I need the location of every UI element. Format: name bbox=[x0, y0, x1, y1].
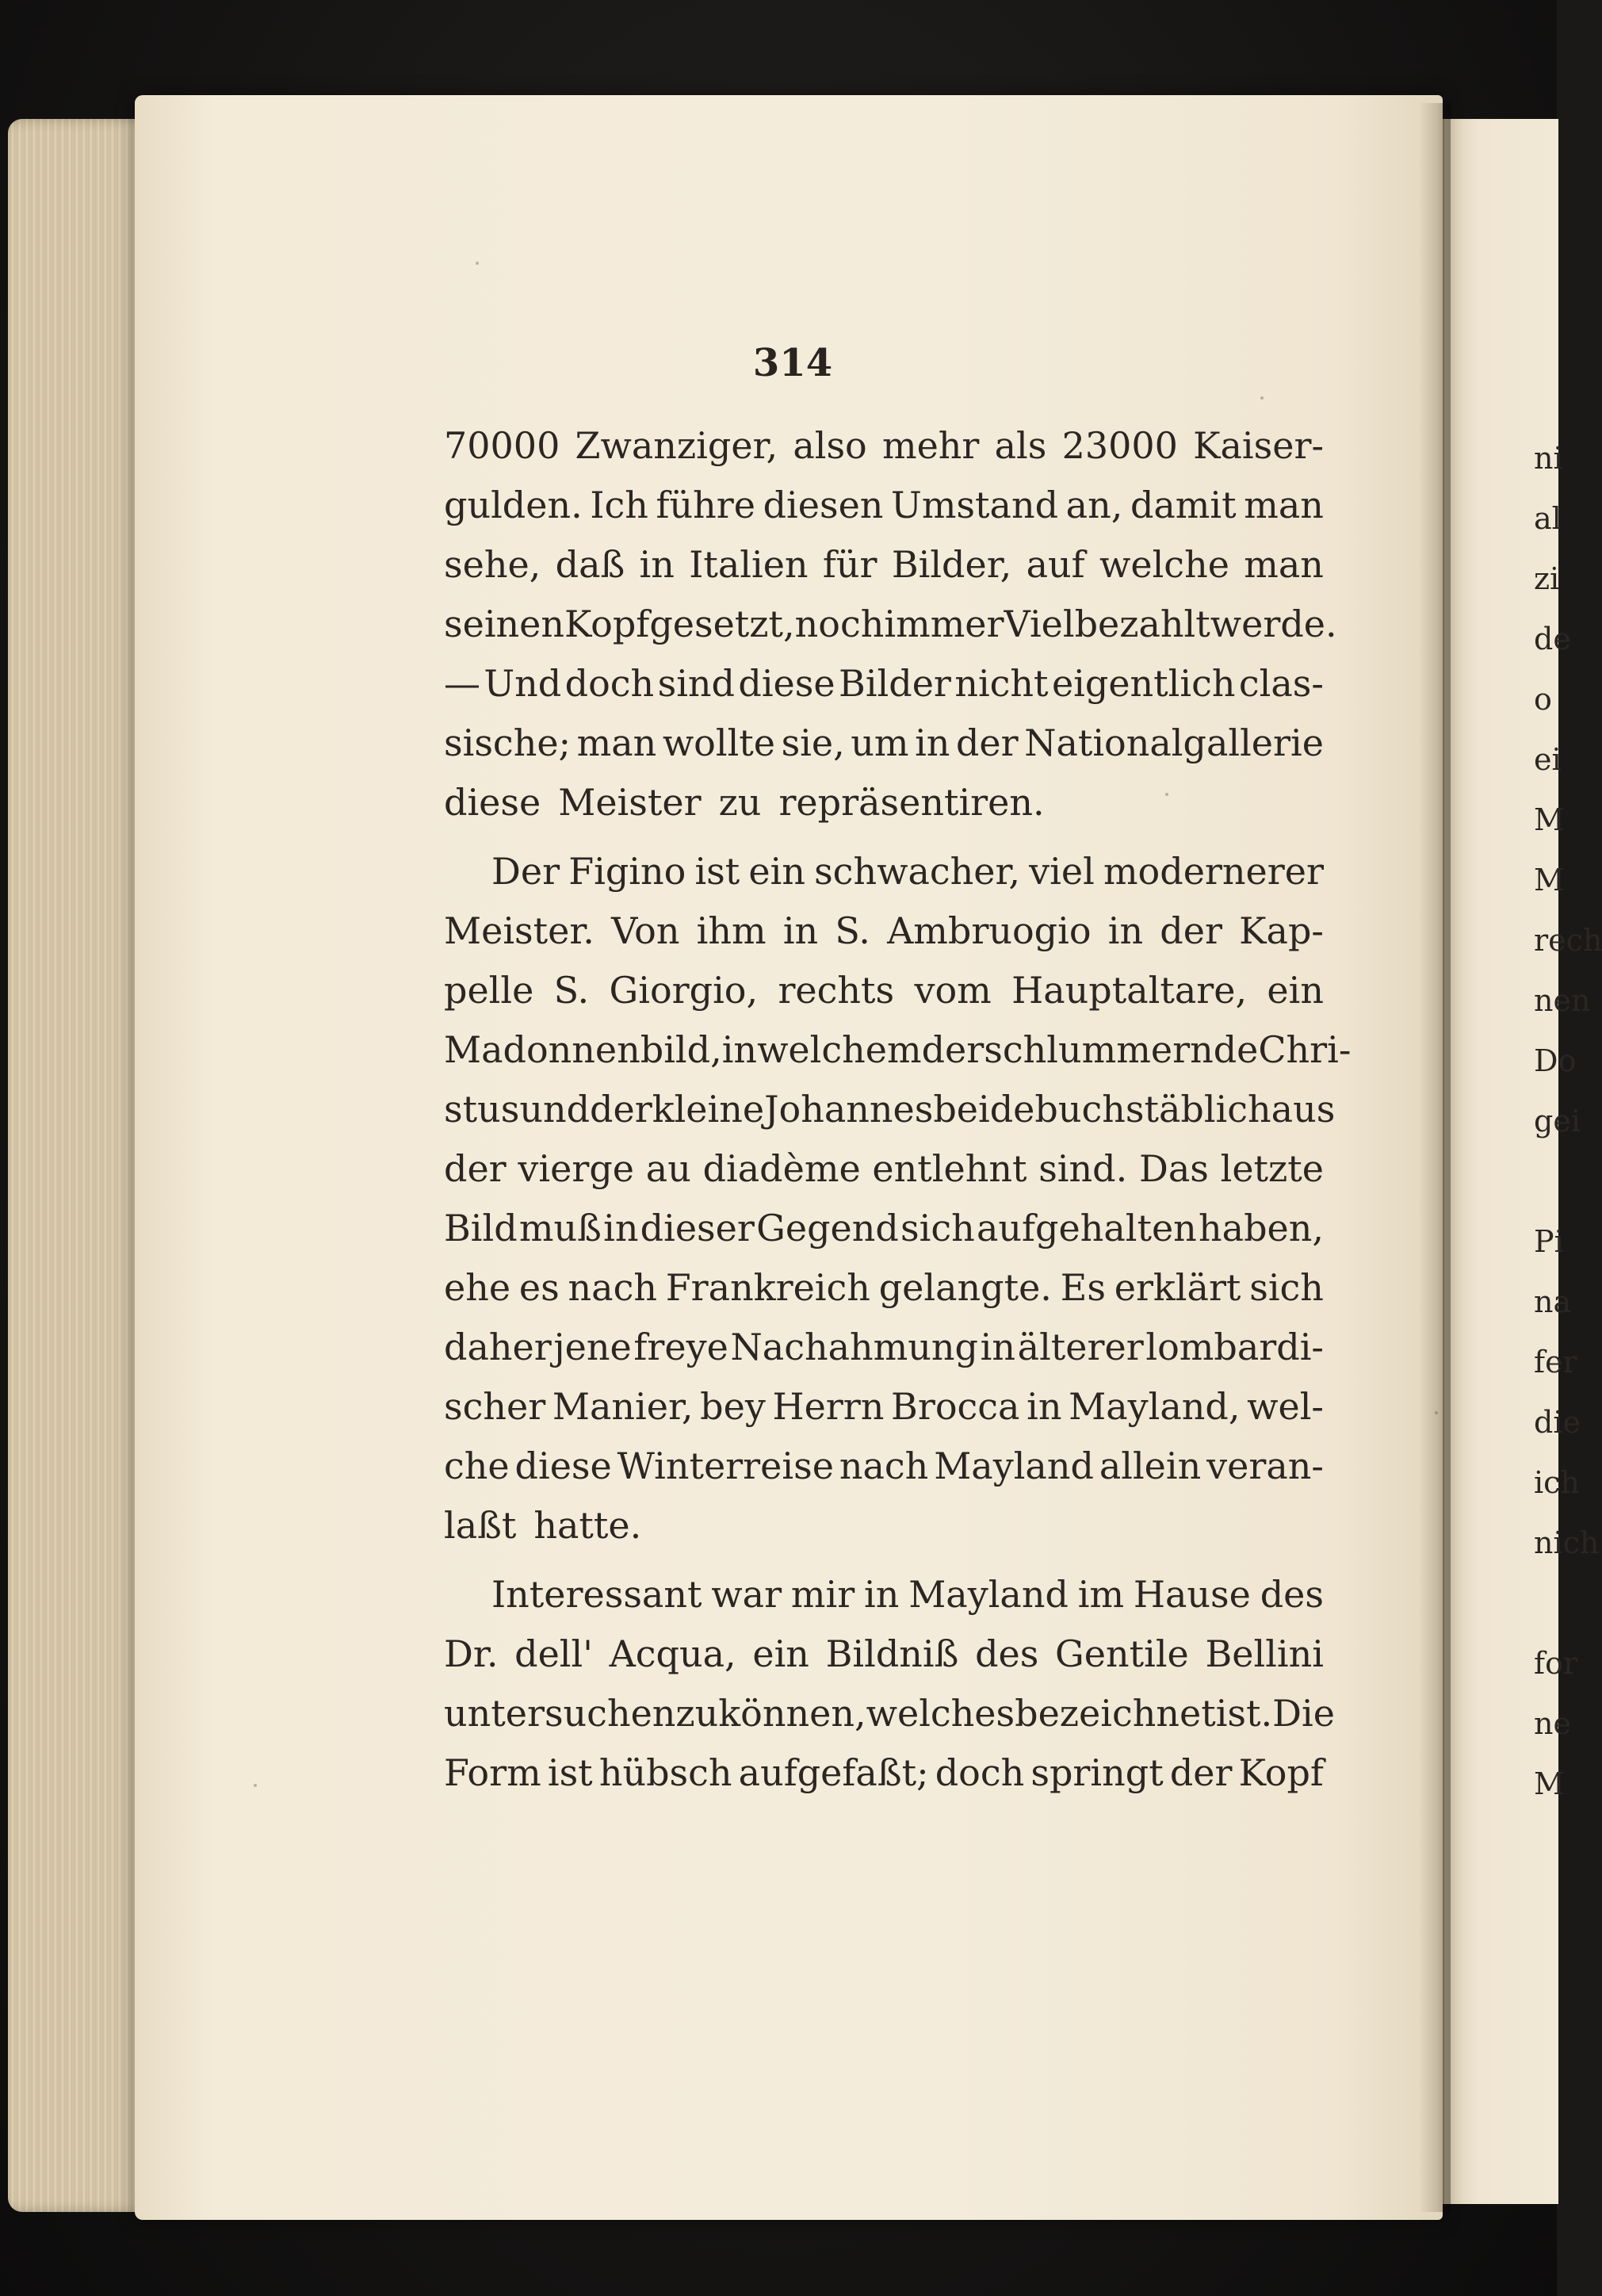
facing-page-fragment: na bbox=[1534, 1284, 1572, 1319]
facing-page-fragment: zi bbox=[1534, 561, 1560, 596]
facing-page-fragment: for bbox=[1534, 1646, 1578, 1681]
facing-page-fragment: M bbox=[1534, 1766, 1565, 1801]
facing-page-fragment bbox=[1534, 1151, 1557, 1211]
text-line: seinen Kopf gesetzt, noch immer Viel bezahlt werde. bbox=[444, 603, 1337, 645]
text-line: ehe es nach Frankreich gelangte. Es erklärt sich bbox=[444, 1266, 1324, 1309]
facing-page-fragment: die bbox=[1534, 1405, 1581, 1440]
text-line: laßt hatte. bbox=[444, 1504, 642, 1547]
text-line: Bild muß in dieser Gegend sich aufgehalten haben, bbox=[444, 1207, 1324, 1249]
facing-page-fragment: M bbox=[1534, 802, 1565, 837]
facing-page-fragment: al bbox=[1534, 501, 1562, 536]
facing-page-fragment: Pi bbox=[1534, 1224, 1564, 1259]
facing-page-fragment: fer bbox=[1534, 1345, 1577, 1380]
text-line: Interessant war mir in Mayland im Hause des bbox=[491, 1573, 1324, 1616]
text-line: — Und doch sind diese Bilder nicht eigentlich clas- bbox=[444, 662, 1324, 705]
facing-page-fragment: de bbox=[1534, 622, 1571, 656]
text-line: che diese Winterreise nach Mayland allein veran- bbox=[444, 1445, 1324, 1487]
book-gutter bbox=[1419, 103, 1451, 2212]
facing-page-fragment: o bbox=[1534, 682, 1552, 717]
body-text bbox=[444, 416, 1352, 1803]
text-line: sische; man wollte sie, um in der Nationalgallerie bbox=[444, 721, 1324, 764]
text-line: Form ist hübsch aufgefaßt; doch springt der Kopf bbox=[444, 1751, 1324, 1794]
facing-page-fragment: ne bbox=[1534, 1706, 1571, 1741]
text-line: Dr. dell' Acqua, ein Bildniß des Gentile Bellini bbox=[444, 1632, 1324, 1675]
text-line: daher jene freye Nachahmung in älterer lombardi- bbox=[444, 1326, 1324, 1368]
facing-page-fragment: M bbox=[1534, 863, 1565, 897]
text-line: untersuchen zu können, welches bezeichnet ist. Die bbox=[444, 1692, 1335, 1735]
facing-page-fragment bbox=[1534, 1573, 1557, 1633]
text-line: diese Meister zu repräsentiren. bbox=[444, 781, 1045, 824]
facing-page-fragment: Do bbox=[1534, 1043, 1577, 1078]
facing-page-fragment: gei bbox=[1534, 1104, 1581, 1138]
facing-page-text bbox=[1534, 428, 1602, 1814]
text-line: 70000 Zwanziger, also mehr als 23000 Kaiser- bbox=[444, 424, 1324, 467]
text-line: der vierge au diadème entlehnt sind. Das letzte bbox=[444, 1147, 1324, 1190]
facing-page-fragment: ni bbox=[1534, 441, 1563, 476]
text-line: scher Manier, bey Herrn Brocca in Mayland, wel- bbox=[444, 1385, 1324, 1428]
facing-page-fragment: rech bbox=[1534, 923, 1602, 958]
facing-page-fragment: nen bbox=[1534, 983, 1591, 1018]
text-line: Der Figino ist ein schwacher, viel modernerer bbox=[491, 850, 1324, 893]
facing-page-fragment: nich bbox=[1534, 1525, 1600, 1560]
text-line: Madonnenbild, in welchem der schlummernde Chri- bbox=[444, 1028, 1352, 1071]
facing-page-fragment: ich bbox=[1534, 1465, 1580, 1500]
text-line: gulden. Ich führe diesen Umstand an, damit man bbox=[444, 484, 1324, 526]
page-number: 314 bbox=[752, 341, 833, 385]
text-line: pelle S. Giorgio, rechts vom Hauptaltare, ein bbox=[444, 969, 1324, 1012]
text-line: sehe, daß in Italien für Bilder, auf welche man bbox=[444, 543, 1324, 586]
facing-page-fragment: ei bbox=[1534, 742, 1562, 777]
text-line: stus und der kleine Johannes beide buchstäblich aus bbox=[444, 1088, 1336, 1131]
text-line: Meister. Von ihm in S. Ambruogio in der Kap- bbox=[444, 909, 1324, 952]
